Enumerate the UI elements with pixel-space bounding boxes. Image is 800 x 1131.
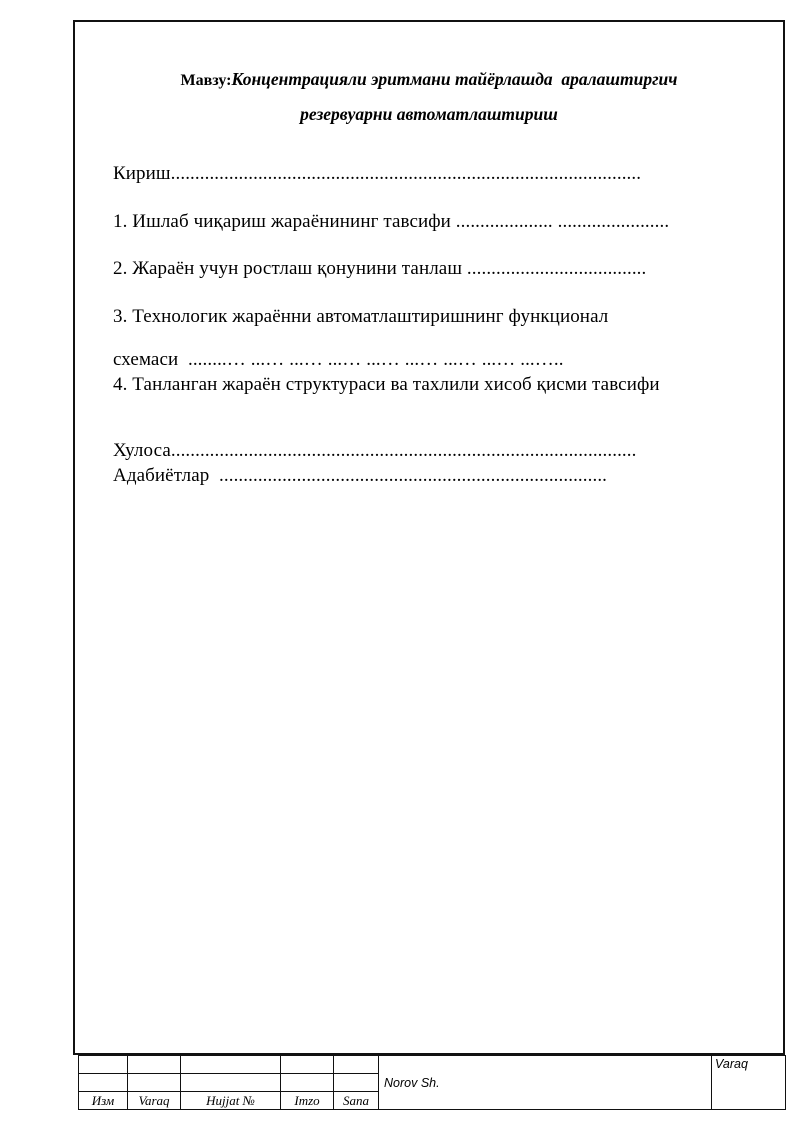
toc-entry-intro: Кириш................................................................................................. [113, 162, 642, 184]
stamp-cell-imzo-row1[interactable] [281, 1056, 334, 1074]
title-first-line [113, 62, 745, 96]
stamp-author-name: Norov Sh. [379, 1056, 712, 1110]
stamp-cell-varaq-row2[interactable] [128, 1074, 181, 1092]
toc-entry-references: Адабиётлар ................................................................................ [113, 465, 608, 487]
spacer [113, 282, 745, 304]
toc-entry-3-continued: схемаси ........… ...… ...… ...… ...… ...… ...… ...… ...….. [113, 348, 564, 370]
spacer [113, 234, 745, 256]
stamp-header-imzo: Imzo [281, 1092, 334, 1110]
stamp-cell-varaq-row1[interactable] [128, 1056, 181, 1074]
title-block-stamp [78, 1055, 785, 1107]
title-second-line: резервуарни автоматлаштириш [300, 104, 558, 125]
document-content [113, 62, 745, 489]
toc-entry-4: 4. Танланган жараён структураси ва тахлили хисоб қисми тавсифи [113, 374, 660, 396]
stamp-page-label: Varaq [712, 1056, 786, 1110]
spacer [113, 398, 745, 438]
stamp-cell-izm-row2[interactable] [79, 1074, 128, 1092]
spacer [113, 187, 745, 209]
stamp-table [78, 1055, 786, 1110]
stamp-cell-izm-row1[interactable] [79, 1056, 128, 1074]
stamp-cell-hujjat-row2[interactable] [181, 1074, 281, 1092]
stamp-cell-sana-row1[interactable] [334, 1056, 379, 1074]
spacer [113, 330, 745, 347]
toc-entry-3: 3. Технологик жараённи автоматлаштиришнинг функционал [113, 305, 609, 327]
stamp-cell-hujjat-row1[interactable] [181, 1056, 281, 1074]
title-label: Мавзу: [180, 72, 232, 89]
toc-entry-2: 2. Жараён учун ростлаш қонунини танлаш ..................................... [113, 258, 647, 280]
stamp-header-sana: Sana [334, 1092, 379, 1110]
toc-entry-conclusion: Хулоса................................................................................................ [113, 439, 637, 461]
table-row [79, 1056, 786, 1074]
title-main-text: Концентрацияли эритмани тайёрлашда аралаштиргич [231, 69, 678, 89]
table-of-contents [113, 161, 745, 489]
document-title [113, 62, 745, 133]
stamp-header-hujjat-no: Hujjat № [181, 1092, 281, 1110]
stamp-header-varaq: Varaq [128, 1092, 181, 1110]
stamp-cell-imzo-row2[interactable] [281, 1074, 334, 1092]
stamp-cell-sana-row2[interactable] [334, 1074, 379, 1092]
stamp-header-izm: Изм [79, 1092, 128, 1110]
toc-entry-1: 1. Ишлаб чиқариш жараёнининг тавсифи .................... ....................... [113, 210, 670, 232]
